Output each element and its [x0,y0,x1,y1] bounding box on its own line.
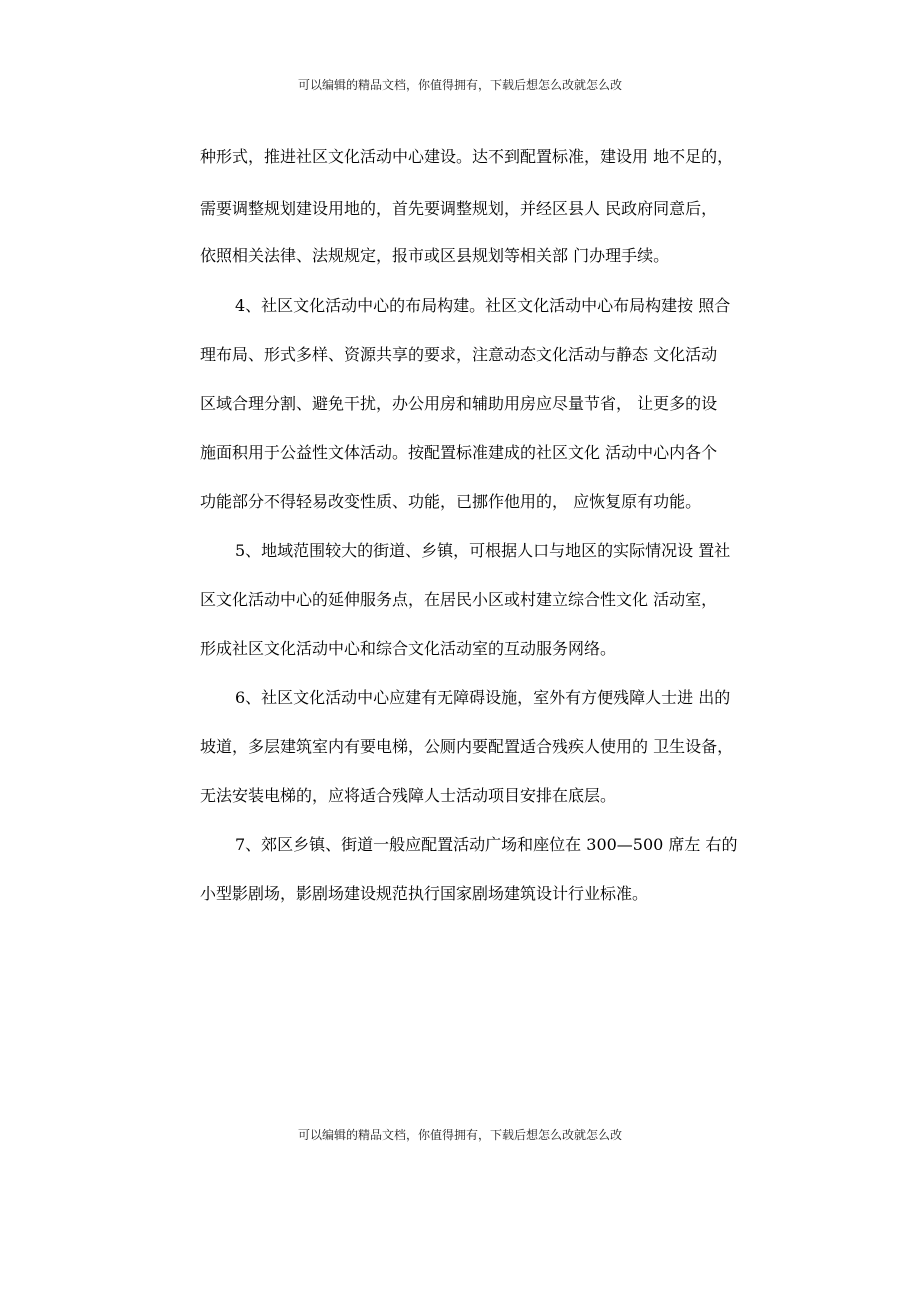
body-line: 形成社区文化活动中心和综合文化活动室的互动服务网络。 [200,639,617,658]
body-line: 区域合理分割、避免干扰，办公用房和辅助用房应尽量节省， 让更多的设 [200,394,718,413]
body-line: 区文化活动中心的延伸服务点，在居民小区或村建立综合性文化 活动室， [200,590,718,609]
body-line: 无法安装电梯的，应将适合残障人士活动项目安排在底层。 [200,786,617,805]
body-line: 理布局、形式多样、资源共享的要求，注意动态文化活动与静态 文化活动 [200,345,718,364]
body-line: 依照相关法律、法规规定，报市或区县规划等相关部 门办理手续。 [200,246,670,265]
page-header: 可以编辑的精品文档，你值得拥有，下载后想怎么改就怎么改 [297,78,622,92]
body-line: 5、地域范围较大的街道、乡镇，可根据人口与地区的实际情况设 置社 [235,541,731,560]
body-line: 施面积用于公益性文体活动。按配置标准建成的社区文化 活动中心内各个 [200,443,718,462]
body-line: 需要调整规划建设用地的，首先要调整规划，并经区县人 民政府同意后， [200,199,718,218]
body-line: 功能部分不得轻易改变性质、功能，已挪作他用的， 应恢复原有功能。 [200,492,702,511]
body-line: 7、郊区乡镇、街道一般应配置活动广场和座位在 300—500 席左 右的 [235,835,738,854]
body-line: 小型影剧场，影剧场建设规范执行国家剧场建筑设计行业标准。 [200,884,649,903]
page-footer: 可以编辑的精品文档，你值得拥有，下载后想怎么改就怎么改 [297,1128,622,1142]
body-line: 坡道，多层建筑室内有要电梯，公厕内要配置适合残疾人使用的 卫生设备， [200,737,734,756]
body-line: 4、社区文化活动中心的布局构建。社区文化活动中心布局构建按 照合 [235,296,731,315]
body-line: 6、社区文化活动中心应建有无障碍设施，室外有方便残障人士进 出的 [235,688,731,707]
body-line: 种形式，推进社区文化活动中心建设。达不到配置标准，建设用 地不足的， [200,147,734,166]
